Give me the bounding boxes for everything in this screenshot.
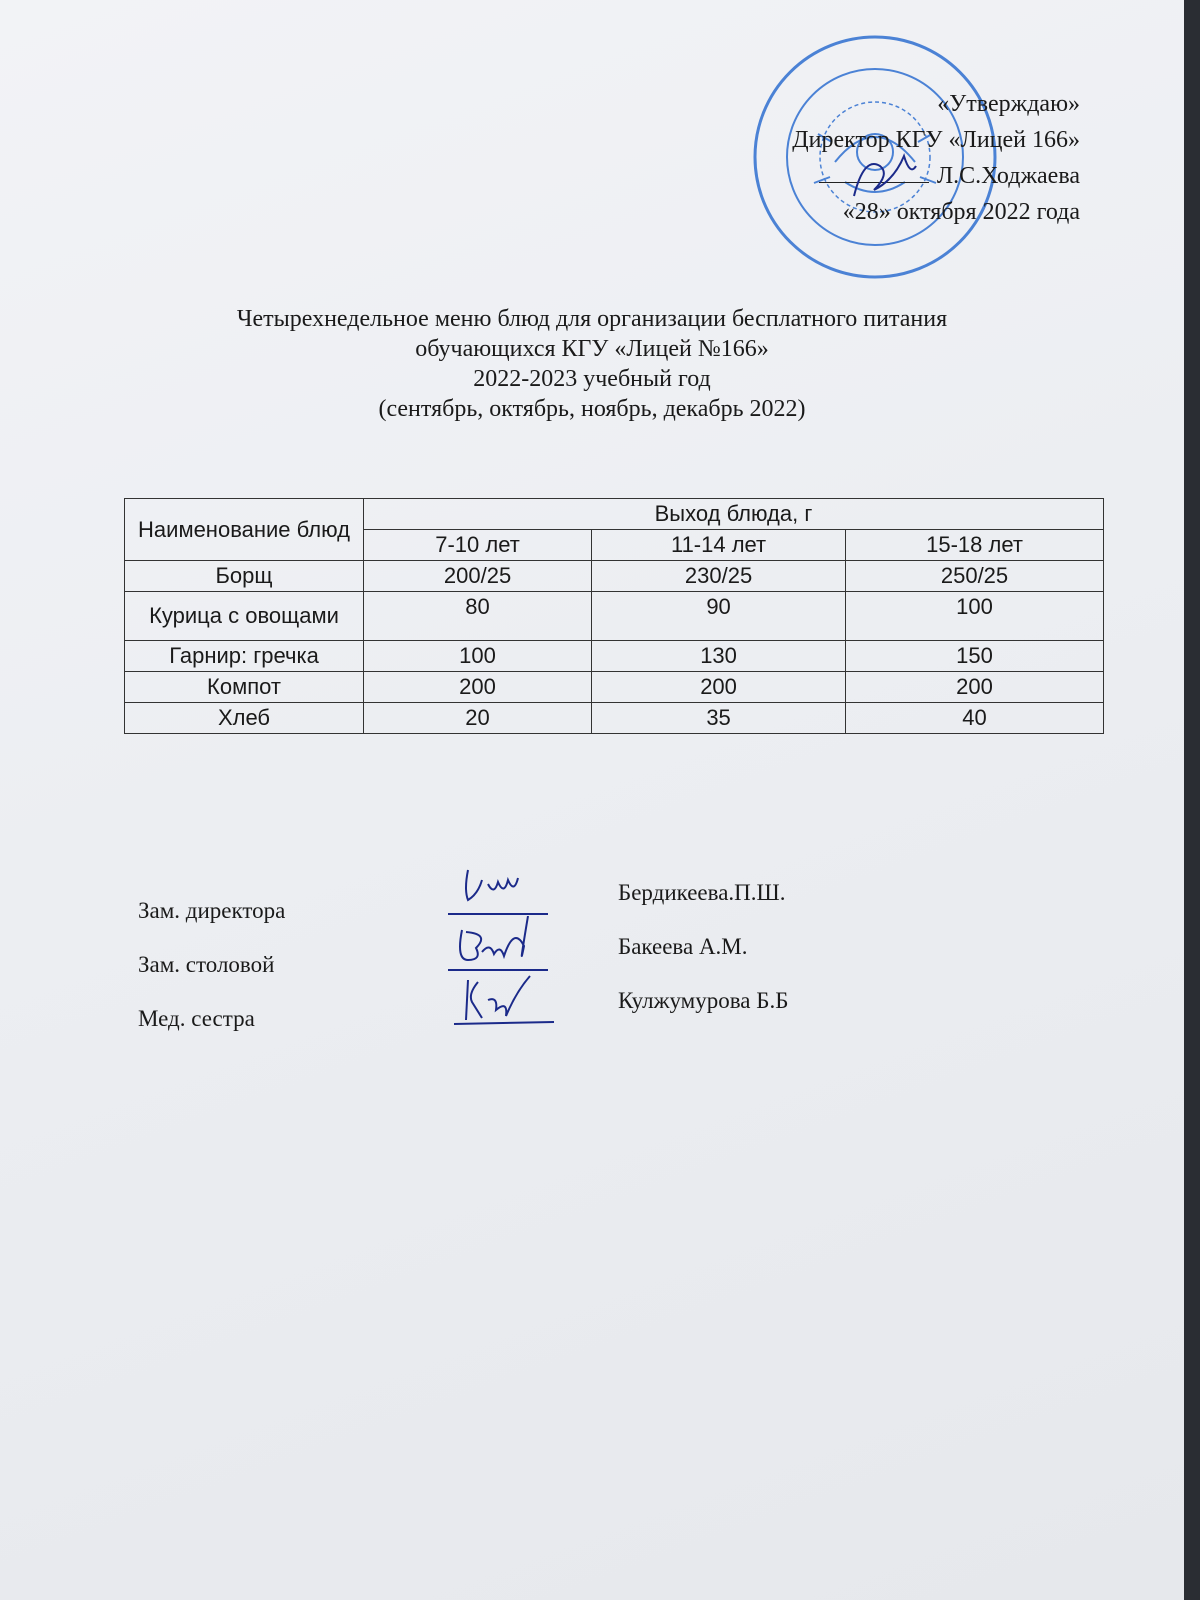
handwritten-signature [448,862,558,922]
dish-name: Хлеб [125,703,364,734]
signatory-name: Бердикеева.П.Ш. [618,880,786,905]
table-row [125,592,1104,641]
signatory-name: Бакеева А.М. [618,934,748,959]
approval-date: «28» октября 2022 года [842,199,1080,225]
title-line-4: (сентябрь, октябрь, ноябрь, декабрь 2022) [378,396,806,422]
director-signature [846,146,926,206]
yield-value: 200 [364,672,592,703]
dish-name: Борщ [125,561,364,592]
header-yield: Выход блюда, г [364,499,1104,530]
yield-value: 20 [364,703,592,734]
header-age: 15-18 лет [846,530,1104,561]
handwritten-signature [448,916,558,976]
signatory-name: Кулжумурова Б.Б [618,988,789,1013]
header-dish-name: Наименование блюд [125,499,364,561]
yield-value: 100 [846,592,1104,641]
signatory-role: Зам. директора [138,898,286,923]
yield-value: 230/25 [592,561,846,592]
approval-block [792,86,1080,230]
yield-value: 200 [592,672,846,703]
dish-name: Курица с овощами [125,592,364,641]
document-title [0,304,1184,424]
table-row [125,672,1104,703]
title-line-3: 2022-2023 учебный год [473,366,711,392]
handwritten-signature [448,970,558,1030]
yield-value: 250/25 [846,561,1104,592]
approval-signer-name: Л.С.Ходжаева [936,163,1080,189]
title-line-1: Четырехнедельное меню блюд для организации бесплатного питания [236,306,948,332]
header-age: 11-14 лет [592,530,846,561]
dish-name: Гарнир: гречка [125,641,364,672]
signatory-role: Мед. сестра [138,1006,255,1031]
yield-value: 40 [846,703,1104,734]
approval-signer [792,158,1080,194]
table-row [125,561,1104,592]
yield-value: 35 [592,703,846,734]
title-line-2: обучающихся КГУ «Лицей №166» [415,336,769,362]
approval-heading: «Утверждаю» [937,91,1080,117]
yield-value: 150 [846,641,1104,672]
yield-value: 200/25 [364,561,592,592]
approval-director: Директор КГУ «Лицей 166» [792,127,1080,153]
table-header-row [125,499,1104,530]
table-row [125,641,1104,672]
menu-table [124,498,1104,734]
table-row [125,703,1104,734]
yield-value: 80 [364,592,592,641]
yield-value: 90 [592,592,846,641]
yield-value: 130 [592,641,846,672]
header-age: 7-10 лет [364,530,592,561]
yield-value: 200 [846,672,1104,703]
dish-name: Компот [125,672,364,703]
yield-value: 100 [364,641,592,672]
signatory-role: Зам. столовой [138,952,275,977]
